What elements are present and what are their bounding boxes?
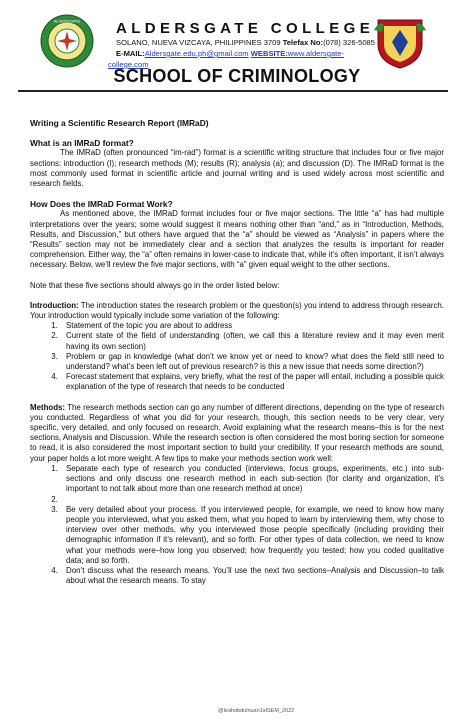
list-item: 1. Statement of the topic you are about to address xyxy=(60,321,444,331)
header-divider xyxy=(18,90,448,92)
paragraph-how-imrad-works: As mentioned above, the IMRaD format includes four or five major sections. The little “a” has had multiple interpretations over the years; some would suggest it means nothing other than “and,” as in “Introduction, Methods, Results, and Discussion,” but others have argued that the “a” should be viewed as “Analysis” in papers where the “Results” section may not be immediately clear and a section that analyzes the results is important for reader comprehension. Either way, the “a” often remains in lower-case to indicate that, while it’s often important, it isn’t always necessary. Below, we’ll review the five major sections, with “a” given equal weight to the other sections. xyxy=(30,209,444,270)
introduction-list xyxy=(30,321,444,392)
email-label: E-MAIL: xyxy=(116,49,145,58)
paragraph-introduction xyxy=(30,301,444,321)
list-item: 3. Problem or gap in knowledge (what don’t we know yet or need to know? what does the field still need to understand? what’s been left out of previous research? is this a new issue that needs some direction?) xyxy=(60,352,444,372)
introduction-text: The introduction states the research problem or the question(s) you intend to address through research. Your introduction would typically include some variation of the following: xyxy=(30,300,444,321)
criminology-shield-logo xyxy=(372,14,428,70)
list-item: 4. Forecast statement that explains, very briefly, what the rest of the paper will entail, including a possible quick explanation of the type of research that needs to be conducted xyxy=(60,372,444,392)
college-address xyxy=(116,38,386,47)
list-item: 3. Be very detailed about your process. If you interviewed people, for example, we need to know how many people you interviewed, what you asked them, what you hoped to learn by interviewing them, why chose to interview over other methods, why you interviewed those people specifically (including providing their demographic information if it’s relevant), and so forth. For other types of data collection, we need to know what your methods were–how long you observed; how frequently you tested; how you coded qualitative data; and so forth. xyxy=(60,505,444,566)
website-link-continued[interactable]: college.com xyxy=(108,60,149,69)
introduction-label: Introduction: xyxy=(30,300,79,310)
paragraph-methods xyxy=(30,403,444,464)
college-seal-logo xyxy=(40,14,94,68)
address-text: SOLANO, NUEVA VIZCAYA, PHILIPPINES 3709 xyxy=(116,38,283,47)
telefax-label: Telefax No: xyxy=(282,38,324,47)
paragraph-what-is-imrad: The IMRaD (often pronounced “im-rad”) format is a scientific writing structure that includes four or five major sections: introduction (I); research methods (M); results (R); analysis (a); and discussion (D). The IMRaD format is the most commonly used format in scientific article and journal writing and is used widely across most scientific and research fields. xyxy=(30,148,444,189)
methods-text: The research methods section can go any number of different directions, depending on the type of research you conducted. Regardless of what you did for your research, though, this section needs to be very clear, very specific, very detailed, and only focused on research. Avoid explaining what the research means–this is for the next sections, Analysis and Discussion. While the research section is often considered the most boring section for someone to read, it is also considered the most important section to build your credibility. If your research methods are sound, your paper holds a lot more weight. A few tips to make your methods section work well: xyxy=(30,402,444,463)
section-heading-what-is-imrad: What is an IMRaD format? xyxy=(30,138,134,149)
letterhead xyxy=(0,8,474,110)
methods-list xyxy=(30,464,444,586)
college-contact xyxy=(116,49,396,58)
list-item: 1. Separate each type of research you conducted (interviews, focus groups, experiments, etc.) into sub-sections and only discuss one research method in each sub-section (for clarity and organization, it’s important to not talk about more than one research method at once) xyxy=(60,464,444,495)
list-item: 2. Current state of the field of understanding (often, we call this a literature review and it may even merit having its own section) xyxy=(60,331,444,351)
school-title: SCHOOL OF CRIMINOLOGY xyxy=(113,66,361,86)
paragraph-note: Note that these five sections should always go in the order listed below: xyxy=(30,280,280,290)
website-label: WEBSITE: xyxy=(250,49,288,58)
email-link[interactable]: Aldersgate.edu.ph@gmail.com xyxy=(144,49,249,58)
document-title: Writing a Scientific Research Report (IMRaD) xyxy=(30,118,209,128)
section-heading-how-imrad-works: How Does the IMRaD Format Work? xyxy=(30,199,173,210)
list-item: 4. Don’t discuss what the research means. You’ll use the next two sections–Analysis and Discussion–to talk about what the research means. To stay xyxy=(60,566,444,586)
methods-label: Methods: xyxy=(30,402,66,412)
website-link[interactable]: www.aldersgate- xyxy=(287,49,345,58)
telefax-value: (078) 326-5085 xyxy=(323,38,376,47)
list-item xyxy=(60,495,444,505)
college-name: ALDERSGATE COLLEGE xyxy=(116,20,375,37)
document-body xyxy=(30,118,444,586)
footer-watermark: @leahobdulnuan1stSEM_2022 xyxy=(218,708,295,714)
svg-text:ALDERSGATE: ALDERSGATE xyxy=(53,18,81,24)
